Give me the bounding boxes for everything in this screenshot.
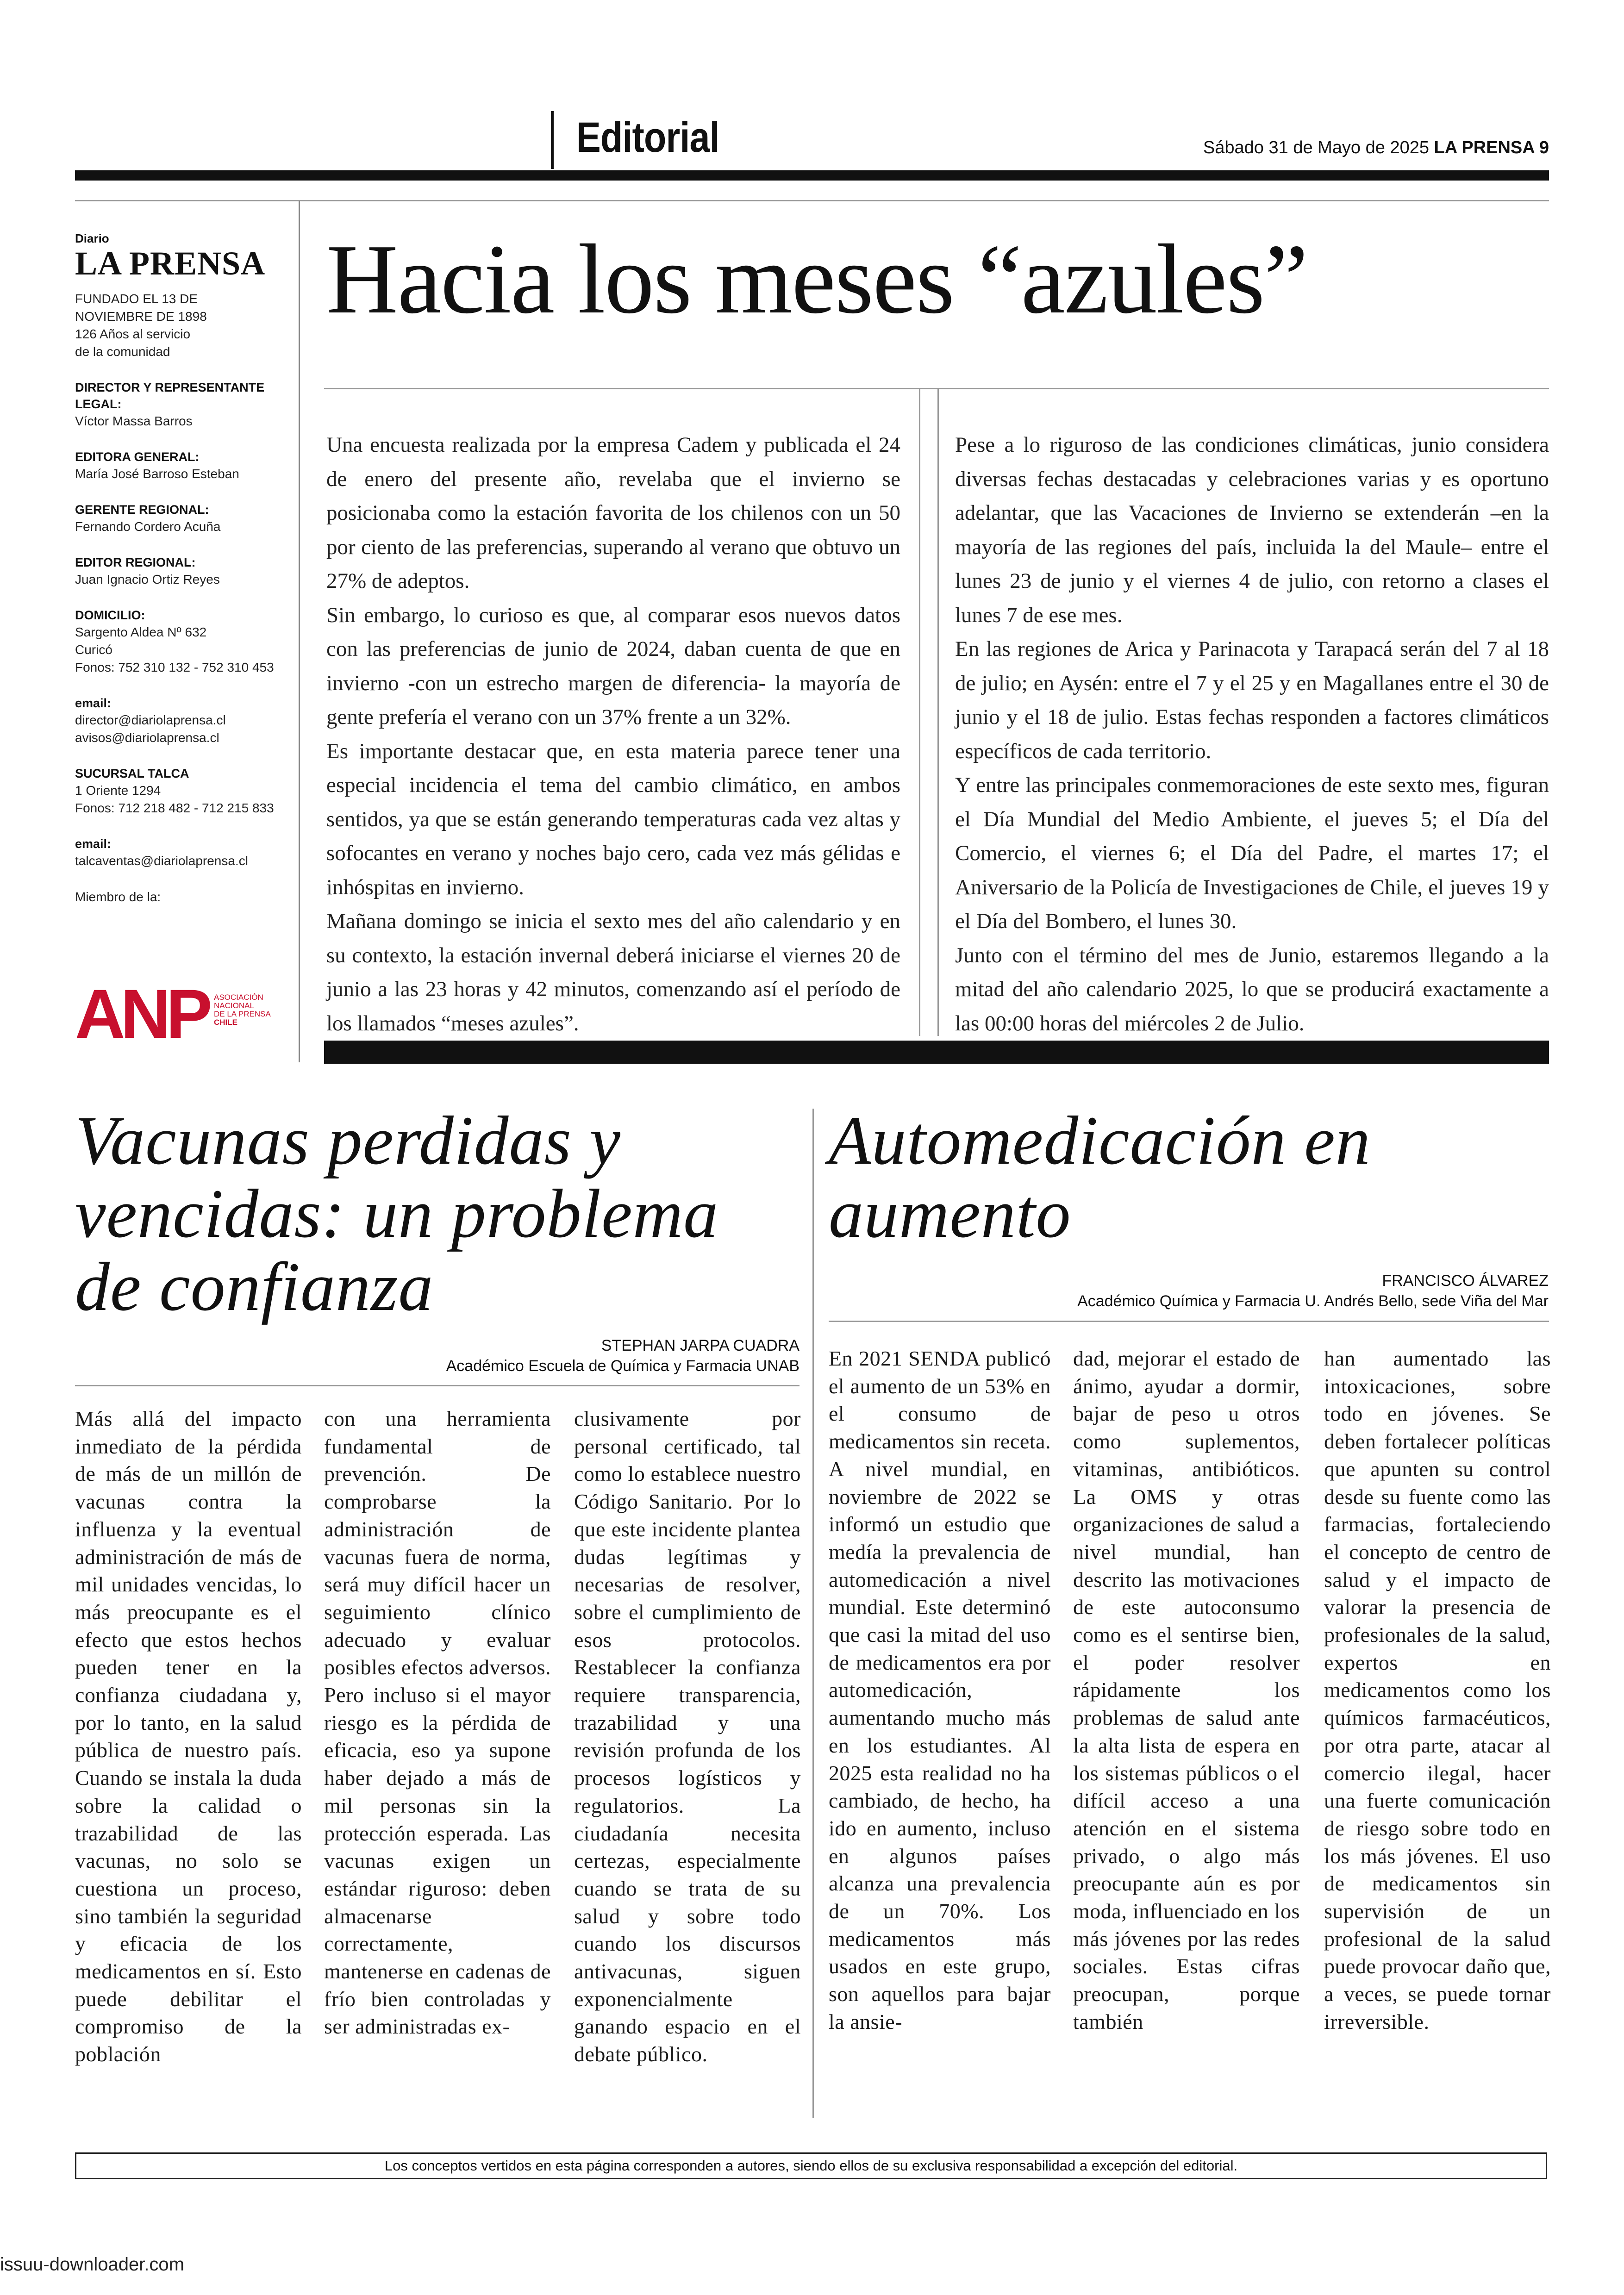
staff-label: SUCURSAL TALCA — [75, 767, 189, 780]
staff-list — [75, 379, 279, 870]
staff-label: EDITORA GENERAL: — [75, 450, 200, 464]
opinion2-byline — [829, 1271, 1549, 1311]
opinion1-byline — [75, 1335, 800, 1376]
header-thin-rule — [75, 200, 1549, 201]
founded-line: FUNDADO EL 13 DE — [75, 292, 198, 306]
masthead-name: LA PRENSA — [75, 245, 266, 282]
opinion2-rule — [829, 1321, 1549, 1322]
opinion1-column-2: con una herramienta fundamental de prevención. De comprobarse la administración de vacunas fuera de norma, será muy difícil hacer un seguimiento clínico adecuado y evaluar posibles efectos adversos. Pero incluso si el mayor riesgo es la pérdida de eficacia, eso ya supone haber dejado a más de mil personas sin la protección esperada. Las vacunas exigen un estándar riguroso: deben almacenarse correctamente, mantenerse en cadenas de frío bien controladas y ser administradas ex- — [324, 1407, 551, 2039]
masthead — [75, 231, 279, 906]
svg-text:CHILE: CHILE — [214, 1018, 237, 1027]
header-divider — [551, 111, 554, 169]
editorial-paragraph: Es importante destacar que, en esta materia parece tener una especial incidencia el tema del cambio climático, en ambos sentidos, ya que se están generando temperaturas cada vez altas y sofocantes en verano y noches bajo cero, cada vez más gélidas e inhóspitas en invierno. — [326, 739, 900, 899]
opinion2-affiliation: Académico Química y Farmacia U. Andrés Bello, sede Viña del Mar — [1077, 1292, 1549, 1310]
editorial-column-1 — [326, 428, 900, 1041]
svg-text:DE LA PRENSA: DE LA PRENSA — [214, 1010, 271, 1018]
staff-label: GERENTE REGIONAL: — [75, 503, 209, 517]
svg-text:ASOCIACIÓN: ASOCIACIÓN — [214, 993, 263, 1002]
staff-label: EDITOR REGIONAL: — [75, 555, 196, 569]
footer-disclaimer: Los conceptos vertidos en esta página corresponden a autores, siendo ellos de su exclusiva responsabilidad a excepción del editorial. — [384, 2158, 1238, 2174]
anp-logo — [75, 978, 279, 1042]
opinion2-column-1: En 2021 SENDA publicó el aumento de un 53% en el consumo de medicamentos sin receta. A nivel mundial, en noviembre de 2022 se informó un estudio que medía la prevalencia de automedicación a nivel mundial. Este determinó que casi la mitad del uso de medicamentos era por automedicación, aumentando mucho más en los estudiantes. Al 2025 esta realidad no ha cambiado, de hecho, ha ido en aumento, incluso en algunos países alcanza una prevalencia de un 70%. Los medicamentos más usados en este grupo, son aquellos para bajar la ansie- — [829, 1347, 1051, 2033]
anp-logo-letters: ANP — [75, 978, 208, 1042]
svg-text:NACIONAL: NACIONAL — [214, 1001, 254, 1010]
editorial-title: Hacia los meses “azules” — [326, 224, 1307, 334]
editorial-rule — [324, 388, 1549, 389]
editorial-column-2 — [955, 428, 1549, 1041]
founded-block — [75, 290, 279, 361]
date-line — [1203, 138, 1549, 158]
editorial-paragraph: Y entre las principales conmemoraciones de este sexto mes, figuran el Día Mundial del Medio Ambiente, el jueves 5; el Día del Comercio, el viernes 6; el Día del Padre, el martes 17; el Aniversario de la Policía de Investigaciones de Chile, el jueves 19 y el Día del Bombero, el lunes 30. — [955, 773, 1549, 933]
opinion2-author: FRANCISCO ÁLVAREZ — [1382, 1272, 1549, 1290]
watermark: issuu-downloader.com — [0, 2254, 184, 2275]
staff-value: María José Barroso Esteban — [75, 467, 239, 481]
opinion1-column-1: Más allá del impacto inmediato de la pérdida de más de un millón de vacunas contra la influenza y la eventual administración de más de mil unidades vencidas, lo más preocupante es el efecto que estos hechos pueden tener en la confianza ciudadana y, por lo tanto, en la salud pública de nuestro país. Cuando se instala la duda sobre la calidad o trazabilidad de las vacunas, no solo se cuestiona un proceso, sino también la seguridad y eficacia de los medicamentos en sí. Esto puede debilitar el compromiso de la población — [75, 1407, 302, 2066]
founded-line: de la comunidad — [75, 344, 170, 359]
member-label: Miembro de la: — [75, 890, 161, 904]
staff-value: Juan Ignacio Ortiz Reyes — [75, 572, 220, 586]
header-rule — [75, 170, 1549, 181]
sidebar-divider — [299, 201, 300, 1062]
opinion1-column-3: clusivamente por personal certificado, tal como lo establece nuestro Código Sanitario. Por lo que este incidente plantea dudas legítimas y necesarias de resolver, sobre el cumplimiento de esos protocolos. Restablecer la confianza requiere transparencia, trazabilidad y una revisión profunda de los procesos logísticos y regulatorios. La ciudadanía necesita certezas, especialmente cuando se trata de su salud y sobre todo cuando los discursos antivacunas, siguen exponencialmente ganando espacio en el debate público. — [574, 1407, 801, 2066]
founded-line: NOVIEMBRE DE 1898 — [75, 309, 207, 324]
paper-page: LA PRENSA 9 — [1434, 138, 1549, 157]
staff-value: 1 Oriente 1294 Fonos: 712 218 482 - 712 215 833 — [75, 783, 274, 815]
editorial-paragraph: Junto con el término del mes de Junio, estaremos llegando a la mitad del año calendario 2025, lo que se producirá exactamente a las 00:00 horas del miércoles 2 de Julio. — [955, 943, 1549, 1035]
anp-logo-subtext — [214, 993, 271, 1027]
opinion2-column-2: dad, mejorar el estado de ánimo, ayudar a dormir, bajar de peso u otros como suplementos, vitaminas, antibióticos. La OMS y otras organizaciones de salud a nivel mundial, han descrito las motivaciones de este autoconsumo como es el sentirse bien, el poder resolver rápidamente los problemas de salud ante la alta lista de espera en los sistemas públicos o el difícil acceso a una atención en el sistema privado, o algo más preocupante aún es por moda, influenciado en los más jóvenes por las redes sociales. Estas cifras preocupan, porque también — [1073, 1347, 1300, 2033]
editorial-bottom-bar — [324, 1041, 1549, 1064]
staff-label: email: — [75, 837, 112, 851]
section-label: Editorial — [576, 114, 719, 161]
editorial-column-divider — [919, 388, 920, 1036]
masthead-pre: Diario — [75, 231, 109, 245]
opinion1-title: Vacunas perdidas y vencidas: un problema de confianza — [75, 1102, 719, 1325]
opinion2-column-3: han aumentado las intoxicaciones, sobre todo en jóvenes. Se deben fortalecer políticas que apunten su control desde su fuente como las farmacias, fortaleciendo el concepto de centro de salud y el impacto de valorar la presencia de profesionales de la salud, expertos en medicamentos como los químicos farmacéuticos, por otra parte, atacar al comercio ilegal, hacer una fuerte comunicación de riesgo sobre todo en los más jóvenes. El uso de medicamentos sin supervisión de un profesional de la salud puede provocar daño que, a veces, se puede tornar irreversible. — [1324, 1347, 1551, 2033]
staff-value: Sargento Aldea Nº 632 Curicó Fonos: 752 310 132 - 752 310 453 — [75, 625, 274, 674]
staff-value: Fernando Cordero Acuña — [75, 519, 221, 534]
staff-value: director@diariolaprensa.cl avisos@diariolaprensa.cl — [75, 713, 226, 745]
opinion1-affiliation: Académico Escuela de Química y Farmacia UNAB — [446, 1357, 800, 1375]
staff-value: Víctor Massa Barros — [75, 414, 193, 428]
editorial-paragraph: Pese a lo riguroso de las condiciones climáticas, junio considera diversas fechas destacadas y celebraciones varias y es oportuno adelantar, que las Vacaciones de Invierno se extenderán –en la mayoría de las regiones del país, incluida la del Maule– entre el lunes 23 de junio y el viernes 4 de julio, con retorno a clases el lunes 7 de ese mes. — [955, 433, 1549, 627]
editorial-paragraph: Una encuesta realizada por la empresa Cadem y publicada el 24 de enero del presente año, revelaba que el invierno se posicionaba como la estación favorita de los chilenos con un 50 por ciento de las preferencias, superando al verano que obtuvo un 27% de adeptos. — [326, 433, 900, 593]
opinion-divider — [812, 1109, 814, 2118]
issue-date: Sábado 31 de Mayo de 2025 — [1203, 138, 1429, 157]
staff-label: DIRECTOR Y REPRESENTANTE LEGAL: — [75, 380, 265, 411]
editorial-paragraph: En las regiones de Arica y Parinacota y Tarapacá serán del 7 al 18 de julio; en Aysén: entre el 7 y el 25 y en Magallanes entre el 30 de junio y el 18 de julio. Estas fechas responden a factores climáticos específicos de cada territorio. — [955, 637, 1549, 763]
editorial-paragraph: Mañana domingo se inicia el sexto mes del año calendario y en su contexto, la estación invernal deberá iniciarse el viernes 20 de junio a las 23 horas y 42 minutos, comenzando así el período de los llamados “meses azules”. — [326, 909, 900, 1035]
opinion2-title: Automedicación en aumento — [829, 1102, 1371, 1252]
opinion1-rule — [75, 1385, 800, 1386]
staff-label: DOMICILIO: — [75, 608, 145, 622]
staff-value: talcaventas@diariolaprensa.cl — [75, 854, 248, 868]
editorial-paragraph: Sin embargo, lo curioso es que, al comparar esos nuevos datos con las preferencias de junio de 2024, daban cuenta de que en invierno -con un estrecho margen de diferencia- la mayoría de gente prefería el verano con un 37% frente a un 32%. — [326, 603, 900, 729]
editorial-column-divider — [937, 388, 939, 1036]
staff-label: email: — [75, 696, 112, 710]
opinion1-author: STEPHAN JARPA CUADRA — [601, 1337, 800, 1354]
founded-line: 126 Años al servicio — [75, 327, 191, 341]
